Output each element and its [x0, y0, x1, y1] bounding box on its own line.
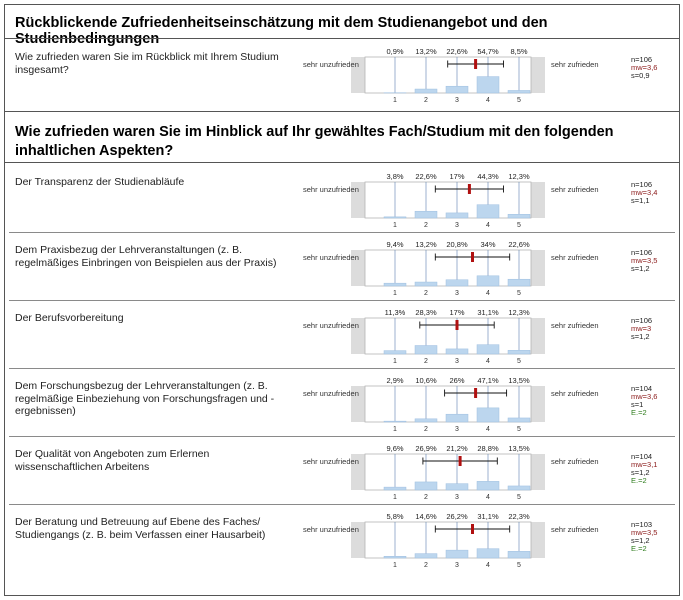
mean-marker	[471, 252, 474, 262]
value-label: 12,3%	[508, 172, 530, 181]
value-label: 13,5%	[508, 444, 530, 453]
question-text: Der Qualität von Angeboten zum Erlernen wissenschaftlichen Arbeitens	[15, 448, 210, 473]
tick-label: 4	[486, 426, 490, 433]
tick-label: 3	[455, 97, 459, 104]
tick-label: 2	[424, 562, 428, 569]
row-separator	[9, 232, 675, 233]
bar-5	[508, 279, 530, 286]
scale-right-label: sehr zufrieden	[551, 253, 599, 262]
tick-label: 4	[486, 97, 490, 104]
bar-5	[508, 486, 530, 490]
bar-5	[508, 551, 530, 558]
stat-sd: s=1	[631, 400, 644, 409]
scale-right-label: sehr zufrieden	[551, 60, 599, 69]
value-label: 12,3%	[508, 308, 530, 317]
value-label: 13,2%	[415, 240, 437, 249]
question-text: Wie zufrieden waren Sie im Rückblick mit Ihrem Studium insgesamt?	[15, 51, 279, 76]
bar-2	[415, 482, 437, 490]
value-label: 9,6%	[386, 444, 404, 453]
stat-n: n=104	[631, 384, 653, 393]
survey-report-frame	[4, 4, 680, 596]
row-separator	[9, 300, 675, 301]
tick-label: 5	[517, 494, 521, 501]
stat-sd: s=1,2	[631, 332, 650, 341]
bar-5	[508, 350, 530, 354]
value-label: 21,2%	[446, 444, 468, 453]
stat-abstentions: E.=2	[631, 544, 647, 553]
stat-sd: s=1,2	[631, 468, 650, 477]
tick-label: 3	[455, 290, 459, 297]
scale-left-label: sehr unzufrieden	[303, 60, 359, 69]
value-label: 9,4%	[386, 240, 404, 249]
value-label: 22,6%	[446, 47, 468, 56]
tick-label: 1	[393, 290, 397, 297]
value-label: 54,7%	[477, 47, 499, 56]
bar-3	[446, 349, 468, 354]
bar-3	[446, 414, 468, 422]
tick-label: 3	[455, 358, 459, 365]
stat-mean: mw=3,5	[631, 528, 658, 537]
stat-sd: s=1,1	[631, 196, 650, 205]
tick-label: 5	[517, 426, 521, 433]
stat-sd: s=0,9	[631, 71, 650, 80]
value-label: 26,2%	[446, 512, 468, 521]
tick-label: 5	[517, 290, 521, 297]
stat-mean: mw=3,6	[631, 63, 658, 72]
rating-chart	[295, 236, 679, 306]
value-label: 22,6%	[415, 172, 437, 181]
value-label: 31,1%	[477, 308, 499, 317]
tick-label: 4	[486, 290, 490, 297]
bar-1	[384, 217, 406, 218]
value-label: 2,9%	[386, 376, 404, 385]
mean-marker	[474, 59, 477, 69]
stat-n: n=103	[631, 520, 653, 529]
tick-label: 1	[393, 222, 397, 229]
tick-label: 1	[393, 426, 397, 433]
bar-2	[415, 554, 437, 558]
tick-label: 1	[393, 494, 397, 501]
value-label: 17%	[449, 172, 465, 181]
scale-left-label: sehr unzufrieden	[303, 185, 359, 194]
bar-1	[384, 421, 406, 422]
tick-label: 1	[393, 358, 397, 365]
rating-chart	[295, 43, 679, 113]
value-label: 28,8%	[477, 444, 499, 453]
rating-chart	[295, 372, 679, 442]
scale-end-box-right	[531, 182, 545, 218]
tick-label: 3	[455, 562, 459, 569]
value-label: 17%	[449, 308, 465, 317]
section-title-retrospective: Rückblickende Zufriedenheitseinschätzung mit dem Studienangebot und den Studienbedingungen	[15, 15, 548, 47]
tick-label: 2	[424, 494, 428, 501]
value-label: 22,6%	[508, 240, 530, 249]
value-label: 26,9%	[415, 444, 437, 453]
bar-3	[446, 550, 468, 558]
chart-frame	[365, 318, 531, 354]
bar-3	[446, 86, 468, 93]
question-text: Dem Praxisbezug der Lehrveranstaltungen (z. B. regelmäßiges Einbringen von Beispielen aus der Praxis)	[15, 244, 277, 269]
tick-label: 1	[393, 562, 397, 569]
value-label: 22,3%	[508, 512, 530, 521]
tick-label: 2	[424, 290, 428, 297]
stat-mean: mw=3,6	[631, 392, 658, 401]
bar-1	[384, 487, 406, 490]
bar-2	[415, 89, 437, 93]
tick-label: 5	[517, 358, 521, 365]
value-label: 5,8%	[386, 512, 404, 521]
tick-label: 4	[486, 222, 490, 229]
tick-label: 1	[393, 97, 397, 104]
scale-left-label: sehr unzufrieden	[303, 389, 359, 398]
value-label: 31,1%	[477, 512, 499, 521]
tick-label: 4	[486, 358, 490, 365]
scale-end-box-right	[531, 454, 545, 490]
stat-abstentions: E.=2	[631, 476, 647, 485]
mean-marker	[459, 456, 462, 466]
tick-label: 2	[424, 358, 428, 365]
value-label: 20,8%	[446, 240, 468, 249]
question-text: Dem Forschungsbezug der Lehrveranstaltungen (z. B. regelmäßige Einbeziehung von Forschungsfragen und -ergebnissen)	[15, 380, 275, 417]
stat-sd: s=1,2	[631, 264, 650, 273]
value-label: 28,3%	[415, 308, 437, 317]
stat-abstentions: E.=2	[631, 408, 647, 417]
mean-marker	[474, 388, 477, 398]
stat-n: n=106	[631, 248, 653, 257]
value-label: 13,2%	[415, 47, 437, 56]
row-separator	[9, 436, 675, 437]
value-label: 0,9%	[386, 47, 404, 56]
scale-right-label: sehr zufrieden	[551, 389, 599, 398]
tick-label: 2	[424, 426, 428, 433]
stat-n: n=104	[631, 452, 653, 461]
bar-2	[415, 211, 437, 218]
bar-5	[508, 214, 530, 218]
bar-4	[477, 276, 499, 286]
rating-chart	[295, 508, 679, 578]
mean-marker	[471, 524, 474, 534]
bar-1	[384, 351, 406, 354]
tick-label: 3	[455, 494, 459, 501]
tick-label: 2	[424, 97, 428, 104]
value-label: 14,6%	[415, 512, 437, 521]
bar-4	[477, 345, 499, 354]
tick-label: 3	[455, 426, 459, 433]
bar-2	[415, 282, 437, 286]
bar-4	[477, 205, 499, 218]
tick-label: 5	[517, 97, 521, 104]
stat-mean: mw=3	[631, 324, 652, 333]
mean-marker	[468, 184, 471, 194]
question-text: Der Berufsvorbereitung	[15, 312, 124, 324]
scale-right-label: sehr zufrieden	[551, 185, 599, 194]
bar-2	[415, 346, 437, 354]
section-divider	[5, 38, 679, 39]
scale-end-box-right	[531, 57, 545, 93]
tick-label: 4	[486, 562, 490, 569]
value-label: 34%	[480, 240, 496, 249]
bar-4	[477, 549, 499, 558]
stat-mean: mw=3,1	[631, 460, 658, 469]
bar-3	[446, 484, 468, 490]
scale-right-label: sehr zufrieden	[551, 525, 599, 534]
scale-end-box-right	[531, 250, 545, 286]
row-separator	[9, 368, 675, 369]
bar-3	[446, 280, 468, 286]
value-label: 11,3%	[384, 308, 406, 317]
stat-n: n=106	[631, 180, 653, 189]
value-label: 47,1%	[477, 376, 499, 385]
stat-n: n=106	[631, 55, 653, 64]
section-title-content-aspects: Wie zufrieden waren Sie im Hinblick auf Ihr gewähltes Fach/Studium mit den folgenden inhaltlichen Aspekten?	[15, 124, 614, 159]
bar-4	[477, 481, 499, 490]
bar-1	[384, 283, 406, 286]
scale-right-label: sehr zufrieden	[551, 321, 599, 330]
question-text: Der Beratung und Betreuung auf Ebene des Faches/ Studiengangs (z. B. beim Verfassen einer Hausarbeit)	[15, 516, 266, 541]
scale-end-box-right	[531, 386, 545, 422]
question-text: Der Transparenz der Studienabläufe	[15, 176, 185, 188]
value-label: 8,5%	[510, 47, 528, 56]
bar-4	[477, 408, 499, 422]
bar-5	[508, 90, 530, 93]
scale-left-label: sehr unzufrieden	[303, 253, 359, 262]
scale-left-label: sehr unzufrieden	[303, 457, 359, 466]
rating-chart	[295, 440, 679, 510]
section-divider	[5, 162, 679, 163]
tick-label: 2	[424, 222, 428, 229]
mean-marker	[456, 320, 459, 330]
scale-end-box-right	[531, 522, 545, 558]
value-label: 10,6%	[415, 376, 437, 385]
tick-label: 4	[486, 494, 490, 501]
scale-left-label: sehr unzufrieden	[303, 321, 359, 330]
scale-right-label: sehr zufrieden	[551, 457, 599, 466]
value-label: 44,3%	[477, 172, 499, 181]
rating-chart	[295, 304, 679, 374]
rating-chart	[295, 168, 679, 238]
value-label: 3,8%	[386, 172, 404, 181]
value-label: 26%	[449, 376, 465, 385]
row-separator	[9, 504, 675, 505]
tick-label: 3	[455, 222, 459, 229]
value-label: 13,5%	[508, 376, 530, 385]
bar-2	[415, 419, 437, 422]
bar-5	[508, 418, 530, 422]
stat-sd: s=1,2	[631, 536, 650, 545]
stat-mean: mw=3,5	[631, 256, 658, 265]
stat-n: n=106	[631, 316, 653, 325]
chart-frame	[365, 182, 531, 218]
stat-mean: mw=3,4	[631, 188, 658, 197]
bar-1	[384, 556, 406, 558]
bar-4	[477, 77, 499, 93]
scale-end-box-right	[531, 318, 545, 354]
tick-label: 5	[517, 562, 521, 569]
bar-3	[446, 213, 468, 218]
scale-left-label: sehr unzufrieden	[303, 525, 359, 534]
tick-label: 5	[517, 222, 521, 229]
